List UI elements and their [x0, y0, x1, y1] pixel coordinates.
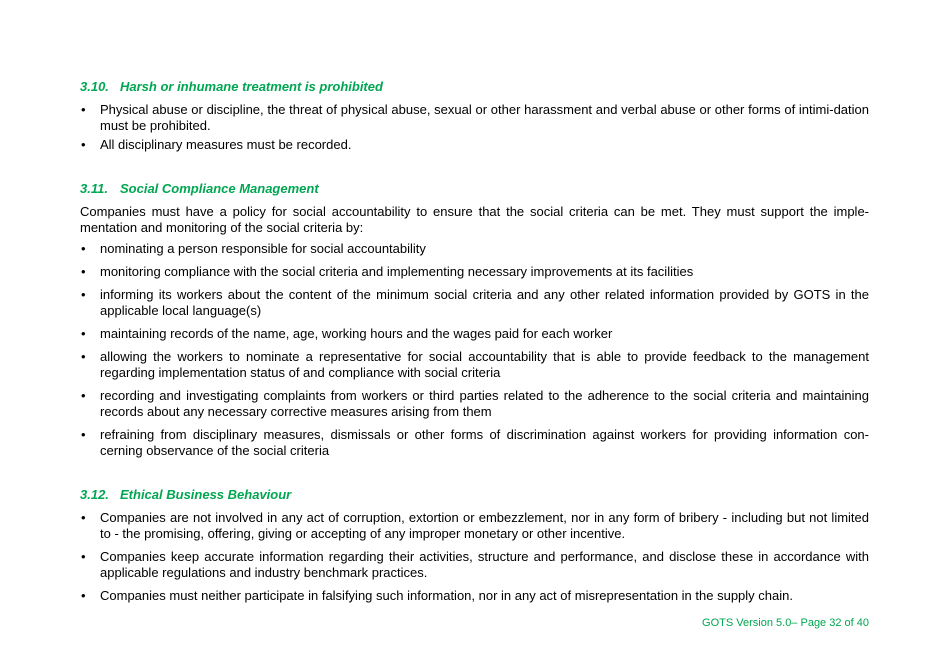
section-title: Ethical Business Behaviour	[120, 487, 292, 502]
list-item: • Companies keep accurate information regarding their activities, structure and performance, and disclose these in accordance with applicable regulations and industry benchmark practices.	[80, 549, 869, 581]
list-item: • Physical abuse or discipline, the threat of physical abuse, sexual or other harassment and verbal abuse or other forms of intimi-dation must be prohibited.	[80, 102, 869, 134]
section-number: 3.10.	[80, 79, 109, 94]
section-3-12	[80, 486, 869, 604]
bullet-list	[80, 102, 869, 153]
section-title: Social Compliance Management	[120, 181, 319, 196]
page-footer: GOTS Version 5.0– Page 32 of 40	[702, 617, 869, 629]
section-3-10	[80, 78, 869, 153]
list-item: • Companies are not involved in any act of corruption, extortion or embezzlement, nor in any form of bribery - including but not limited to - the promising, offering, giving or accepting of any improper monetary or other incentive.	[80, 510, 869, 542]
section-3-11	[80, 180, 869, 459]
document-body	[80, 78, 869, 604]
section-heading	[80, 78, 869, 96]
list-item: • nominating a person responsible for social accountability	[80, 241, 869, 257]
list-item: • refraining from disciplinary measures, dismissals or other forms of discrimination against workers for providing information con-cerning observance of the social criteria	[80, 427, 869, 459]
list-item: • recording and investigating complaints from workers or third parties related to the adherence to the social criteria and maintaining records about any necessary corrective measures arising from them	[80, 388, 869, 420]
section-heading	[80, 180, 869, 198]
section-number: 3.12.	[80, 487, 109, 502]
list-item: • monitoring compliance with the social criteria and implementing necessary improvements at its facilities	[80, 264, 869, 280]
list-item: • maintaining records of the name, age, working hours and the wages paid for each worker	[80, 326, 869, 342]
section-heading	[80, 486, 869, 504]
section-title: Harsh or inhumane treatment is prohibited	[120, 79, 383, 94]
list-item: • allowing the workers to nominate a representative for social accountability that is able to provide feedback to the management regarding implementation status of and compliance with social criteria	[80, 349, 869, 381]
list-item: • All disciplinary measures must be recorded.	[80, 137, 869, 153]
list-item: • Companies must neither participate in falsifying such information, nor in any act of misrepresentation in the supply chain.	[80, 588, 869, 604]
list-item: • informing its workers about the content of the minimum social criteria and any other related information provided by GOTS in the applicable local language(s)	[80, 287, 869, 319]
section-intro: Companies must have a policy for social accountability to ensure that the social criteria can be met. They must support the imple-mentation and monitoring of the social criteria by:	[80, 204, 869, 235]
section-number: 3.11.	[80, 181, 108, 196]
bullet-list	[80, 241, 869, 459]
bullet-list	[80, 510, 869, 604]
